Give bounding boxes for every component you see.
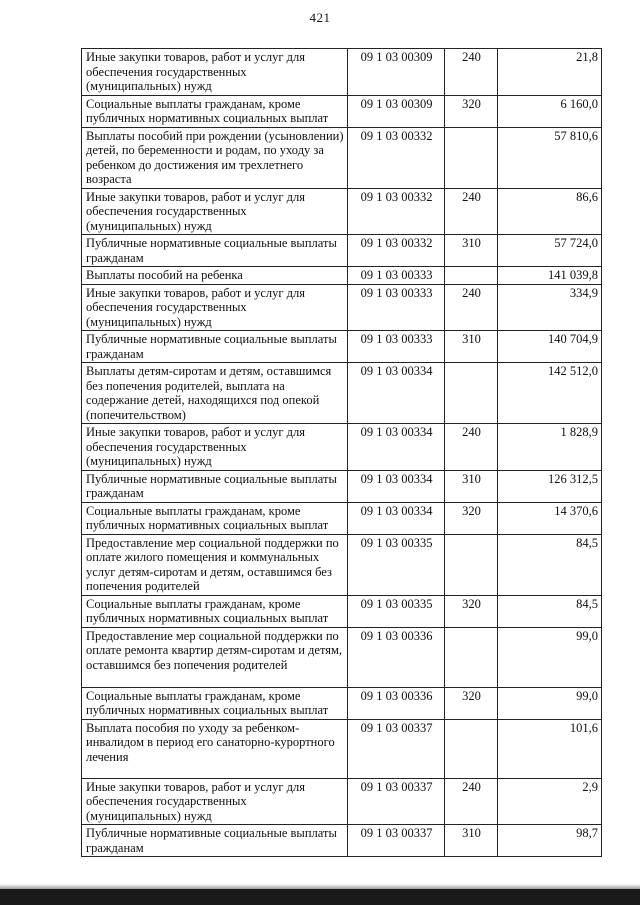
cell-sum: 98,7 — [498, 825, 602, 857]
cell-type — [445, 627, 498, 687]
cell-type: 310 — [445, 825, 498, 857]
cell-type — [445, 719, 498, 778]
cell-name: Социальные выплаты гражданам, кроме публичных нормативных социальных выплат — [82, 595, 348, 627]
cell-type: 240 — [445, 284, 498, 331]
cell-type — [445, 267, 498, 285]
cell-name: Публичные нормативные социальные выплаты гражданам — [82, 235, 348, 267]
cell-sum: 142 512,0 — [498, 363, 602, 424]
cell-code: 09 1 03 00336 — [348, 687, 445, 719]
cell-sum: 14 370,6 — [498, 502, 602, 534]
cell-name: Социальные выплаты гражданам, кроме публичных нормативных социальных выплат — [82, 502, 348, 534]
table-row — [82, 719, 602, 778]
budget-table — [81, 48, 602, 857]
cell-name: Выплаты пособий при рождении (усыновлении) детей, по беременности и родам, по уходу за ребенком до достижения им трехлетнего возраста — [82, 127, 348, 188]
cell-sum: 2,9 — [498, 778, 602, 825]
cell-code: 09 1 03 00335 — [348, 534, 445, 595]
cell-name: Иные закупки товаров, работ и услуг для обеспечения государственных (муниципальных) нужд — [82, 778, 348, 825]
cell-type — [445, 534, 498, 595]
cell-name: Выплаты пособий на ребенка — [82, 267, 348, 285]
cell-type: 320 — [445, 95, 498, 127]
cell-name: Предоставление мер социальной поддержки по оплате жилого помещения и коммунальных услуг детям-сиротам и детям, оставшимся без попечения родителей — [82, 534, 348, 595]
cell-sum: 57 724,0 — [498, 235, 602, 267]
cell-name: Публичные нормативные социальные выплаты гражданам — [82, 331, 348, 363]
table-row — [82, 687, 602, 719]
cell-sum: 141 039,8 — [498, 267, 602, 285]
cell-sum: 99,0 — [498, 687, 602, 719]
cell-name: Иные закупки товаров, работ и услуг для обеспечения государственных (муниципальных) нужд — [82, 284, 348, 331]
cell-sum: 101,6 — [498, 719, 602, 778]
table-row — [82, 331, 602, 363]
table-row — [82, 470, 602, 502]
cell-sum: 21,8 — [498, 49, 602, 96]
table-row — [82, 284, 602, 331]
cell-type: 310 — [445, 470, 498, 502]
table-row — [82, 595, 602, 627]
cell-sum: 140 704,9 — [498, 331, 602, 363]
cell-type: 320 — [445, 687, 498, 719]
cell-code: 09 1 03 00334 — [348, 363, 445, 424]
cell-name: Социальные выплаты гражданам, кроме публичных нормативных социальных выплат — [82, 687, 348, 719]
cell-sum: 86,6 — [498, 188, 602, 235]
table-row — [82, 627, 602, 687]
cell-code: 09 1 03 00333 — [348, 331, 445, 363]
table-row — [82, 502, 602, 534]
cell-code: 09 1 03 00309 — [348, 95, 445, 127]
cell-sum: 84,5 — [498, 595, 602, 627]
cell-code: 09 1 03 00337 — [348, 825, 445, 857]
table-row — [82, 534, 602, 595]
cell-name: Социальные выплаты гражданам, кроме публичных нормативных социальных выплат — [82, 95, 348, 127]
cell-code: 09 1 03 00334 — [348, 470, 445, 502]
cell-sum: 99,0 — [498, 627, 602, 687]
cell-code: 09 1 03 00332 — [348, 235, 445, 267]
cell-type: 320 — [445, 502, 498, 534]
cell-code: 09 1 03 00337 — [348, 719, 445, 778]
cell-code: 09 1 03 00333 — [348, 284, 445, 331]
table-row — [82, 95, 602, 127]
table-row — [82, 127, 602, 188]
cell-sum: 126 312,5 — [498, 470, 602, 502]
cell-name: Выплата пособия по уходу за ребенком-инвалидом в период его санаторно-курортного лечения — [82, 719, 348, 778]
cell-name: Публичные нормативные социальные выплаты гражданам — [82, 470, 348, 502]
cell-name: Выплаты детям-сиротам и детям, оставшимся без попечения родителей, выплата на содержание детей, находящихся под опекой (попечительством) — [82, 363, 348, 424]
table-row — [82, 235, 602, 267]
cell-type: 240 — [445, 188, 498, 235]
scan-edge — [0, 889, 640, 905]
cell-type: 240 — [445, 49, 498, 96]
cell-code: 09 1 03 00333 — [348, 267, 445, 285]
table-row — [82, 188, 602, 235]
table-row — [82, 49, 602, 96]
cell-code: 09 1 03 00337 — [348, 778, 445, 825]
budget-table-body — [82, 49, 602, 857]
cell-code: 09 1 03 00332 — [348, 188, 445, 235]
cell-sum: 57 810,6 — [498, 127, 602, 188]
table-row — [82, 267, 602, 285]
cell-code: 09 1 03 00309 — [348, 49, 445, 96]
cell-name: Иные закупки товаров, работ и услуг для обеспечения государственных (муниципальных) нужд — [82, 188, 348, 235]
cell-type: 240 — [445, 778, 498, 825]
cell-code: 09 1 03 00334 — [348, 502, 445, 534]
cell-type — [445, 363, 498, 424]
table-row — [82, 778, 602, 825]
table-row — [82, 363, 602, 424]
cell-name: Предоставление мер социальной поддержки по оплате ремонта квартир детям-сиротам и детям, оставшимся без попечения родителей — [82, 627, 348, 687]
cell-type: 320 — [445, 595, 498, 627]
cell-name: Иные закупки товаров, работ и услуг для обеспечения государственных (муниципальных) нужд — [82, 49, 348, 96]
cell-code: 09 1 03 00332 — [348, 127, 445, 188]
cell-type — [445, 127, 498, 188]
cell-sum: 1 828,9 — [498, 424, 602, 471]
page-number: 421 — [309, 10, 331, 25]
cell-type: 240 — [445, 424, 498, 471]
cell-code: 09 1 03 00334 — [348, 424, 445, 471]
cell-sum: 84,5 — [498, 534, 602, 595]
cell-sum: 334,9 — [498, 284, 602, 331]
cell-code: 09 1 03 00335 — [348, 595, 445, 627]
cell-sum: 6 160,0 — [498, 95, 602, 127]
cell-name: Публичные нормативные социальные выплаты гражданам — [82, 825, 348, 857]
cell-code: 09 1 03 00336 — [348, 627, 445, 687]
table-row — [82, 424, 602, 471]
cell-name: Иные закупки товаров, работ и услуг для обеспечения государственных (муниципальных) нужд — [82, 424, 348, 471]
table-row — [82, 825, 602, 857]
cell-type: 310 — [445, 235, 498, 267]
cell-type: 310 — [445, 331, 498, 363]
